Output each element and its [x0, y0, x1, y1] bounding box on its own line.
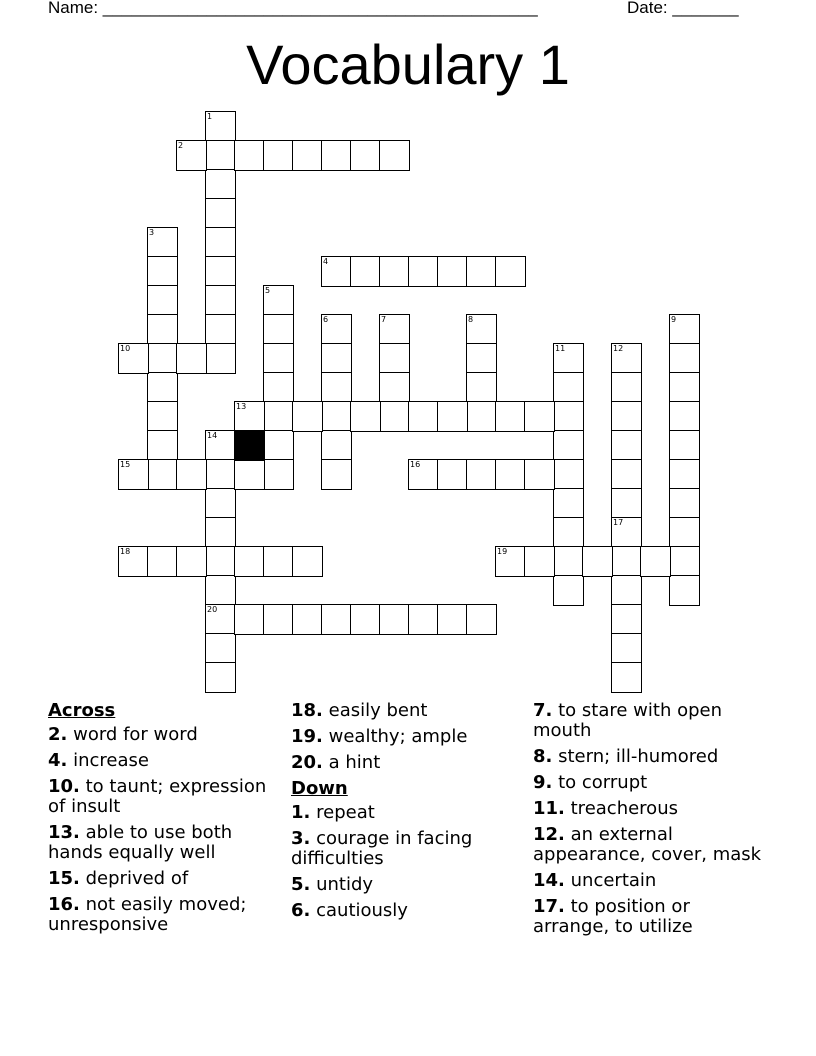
grid-cell[interactable]	[263, 285, 294, 316]
grid-cell[interactable]	[553, 430, 584, 461]
across-heading: Across	[48, 700, 116, 721]
grid-cell[interactable]	[466, 372, 497, 403]
grid-cell[interactable]	[611, 633, 642, 664]
grid-cell[interactable]	[292, 604, 323, 635]
clue-number: 15	[120, 460, 131, 469]
grid-cell[interactable]	[524, 459, 555, 490]
grid-cell[interactable]	[205, 343, 236, 374]
grid-cell[interactable]	[669, 517, 700, 548]
clue-down-1: 1. repeat	[291, 802, 375, 823]
grid-cell[interactable]	[582, 546, 613, 577]
grid-cell[interactable]	[611, 459, 642, 490]
clue-number: 2	[178, 141, 184, 150]
grid-cell[interactable]	[205, 140, 236, 171]
grid-cell[interactable]	[379, 604, 410, 635]
grid-cell[interactable]	[205, 488, 236, 519]
grid-cell[interactable]	[205, 430, 236, 461]
clue-across-2: 2. word for word	[48, 724, 198, 745]
clue-down-11: 11. treacherous	[533, 798, 678, 819]
grid-cell[interactable]	[640, 546, 671, 577]
grid-cell[interactable]	[205, 633, 236, 664]
clue-number: 13	[236, 402, 247, 411]
clue-across-18: 18. easily bent	[291, 700, 428, 721]
grid-cell[interactable]	[437, 401, 468, 432]
clue-down-14: 14. uncertain	[533, 870, 657, 891]
clue-number: 5	[265, 286, 271, 295]
grid-cell[interactable]	[350, 140, 381, 171]
clue-number: 1	[207, 112, 213, 121]
grid-cell[interactable]	[205, 314, 236, 345]
grid-cell[interactable]	[147, 546, 178, 577]
grid-cell[interactable]	[205, 604, 236, 635]
clue-number: 11	[555, 344, 566, 353]
clue-down-17: 17. to position or arrange, to utilize	[533, 896, 693, 937]
grid-cell[interactable]	[147, 372, 178, 403]
grid-cell[interactable]	[553, 372, 584, 403]
grid-cell[interactable]	[437, 459, 468, 490]
grid-cell[interactable]	[553, 459, 584, 490]
grid-cell[interactable]	[495, 401, 526, 432]
grid-cell[interactable]	[379, 401, 410, 432]
grid-cell[interactable]	[147, 256, 178, 287]
clue-across-13: 13. able to use both hands equally well	[48, 822, 233, 863]
black-square	[234, 430, 265, 461]
grid-cell[interactable]	[669, 314, 700, 345]
grid-cell[interactable]	[466, 343, 497, 374]
grid-cell[interactable]	[408, 256, 439, 287]
grid-cell[interactable]	[611, 401, 642, 432]
grid-cell[interactable]	[321, 343, 352, 374]
grid-cell[interactable]	[524, 401, 555, 432]
grid-cell[interactable]	[118, 459, 149, 490]
grid-cell[interactable]	[466, 401, 497, 432]
grid-cell[interactable]	[466, 314, 497, 345]
grid-cell[interactable]	[263, 459, 294, 490]
grid-cell[interactable]	[611, 517, 642, 548]
clue-number: 20	[207, 605, 218, 614]
grid-cell[interactable]	[147, 401, 178, 432]
grid-cell[interactable]	[234, 140, 265, 171]
name-field-label: Name: ______________________________________________	[48, 0, 538, 17]
date-field-label: Date: _______	[627, 0, 739, 17]
clue-down-6: 6. cautiously	[291, 900, 408, 921]
grid-cell[interactable]	[553, 546, 584, 577]
grid-cell[interactable]	[205, 517, 236, 548]
grid-cell[interactable]	[321, 372, 352, 403]
grid-cell[interactable]	[263, 430, 294, 461]
down-heading: Down	[291, 778, 348, 799]
grid-cell[interactable]	[553, 401, 584, 432]
grid-cell[interactable]	[263, 140, 294, 171]
clue-number: 10	[120, 344, 131, 353]
grid-cell[interactable]	[669, 459, 700, 490]
grid-cell[interactable]	[321, 459, 352, 490]
clue-across-20: 20. a hint	[291, 752, 381, 773]
grid-cell[interactable]	[205, 198, 236, 229]
grid-cell[interactable]	[408, 604, 439, 635]
grid-cell[interactable]	[234, 459, 265, 490]
grid-cell[interactable]	[466, 459, 497, 490]
grid-cell[interactable]	[466, 256, 497, 287]
grid-cell[interactable]	[350, 604, 381, 635]
grid-cell[interactable]	[147, 430, 178, 461]
clue-across-15: 15. deprived of	[48, 868, 189, 889]
grid-cell[interactable]	[379, 343, 410, 374]
grid-cell[interactable]	[495, 256, 526, 287]
grid-cell[interactable]	[234, 604, 265, 635]
clue-column-1	[48, 701, 284, 941]
clue-down-3: 3. courage in facing difficulties	[291, 828, 473, 869]
grid-cell[interactable]	[437, 256, 468, 287]
grid-cell[interactable]	[205, 575, 236, 606]
grid-cell[interactable]	[350, 401, 381, 432]
grid-cell[interactable]	[321, 604, 352, 635]
grid-cell[interactable]	[611, 343, 642, 374]
grid-cell[interactable]	[263, 314, 294, 345]
clue-number: 9	[671, 315, 677, 324]
grid-cell[interactable]	[321, 430, 352, 461]
grid-cell[interactable]	[205, 111, 236, 142]
grid-cell[interactable]	[669, 430, 700, 461]
clue-down-8: 8. stern; ill-humored	[533, 746, 719, 767]
grid-cell[interactable]	[611, 546, 642, 577]
grid-cell[interactable]	[176, 343, 207, 374]
grid-cell[interactable]	[495, 459, 526, 490]
grid-cell[interactable]	[669, 372, 700, 403]
grid-cell[interactable]	[669, 401, 700, 432]
grid-cell[interactable]	[611, 604, 642, 635]
clue-number: 17	[613, 518, 624, 527]
grid-cell[interactable]	[205, 285, 236, 316]
grid-cell[interactable]	[205, 256, 236, 287]
grid-cell[interactable]	[553, 575, 584, 606]
grid-cell[interactable]	[292, 401, 323, 432]
grid-cell[interactable]	[669, 546, 700, 577]
grid-cell[interactable]	[321, 401, 352, 432]
clue-across-10: 10. to taunt; expression of insult	[48, 776, 267, 817]
grid-cell[interactable]	[263, 546, 294, 577]
grid-cell[interactable]	[669, 343, 700, 374]
grid-cell[interactable]	[611, 575, 642, 606]
clue-down-12: 12. an external appearance, cover, mask	[533, 824, 762, 865]
grid-cell[interactable]	[263, 401, 294, 432]
grid-cell[interactable]	[147, 343, 178, 374]
clue-down-5: 5. untidy	[291, 874, 374, 895]
grid-cell[interactable]	[379, 256, 410, 287]
grid-cell[interactable]	[234, 401, 265, 432]
clue-across-19: 19. wealthy; ample	[291, 726, 468, 747]
clue-number: 4	[323, 257, 329, 266]
grid-cell[interactable]	[669, 575, 700, 606]
grid-cell[interactable]	[495, 546, 526, 577]
clue-number: 16	[410, 460, 421, 469]
clue-number: 7	[381, 315, 387, 324]
grid-cell[interactable]	[292, 546, 323, 577]
grid-cell[interactable]	[205, 662, 236, 693]
grid-cell[interactable]	[147, 227, 178, 258]
grid-cell[interactable]	[437, 604, 468, 635]
clue-down-9: 9. to corrupt	[533, 772, 648, 793]
grid-cell[interactable]	[176, 140, 207, 171]
grid-cell[interactable]	[205, 227, 236, 258]
grid-cell[interactable]	[118, 343, 149, 374]
clue-number: 14	[207, 431, 218, 440]
grid-cell[interactable]	[321, 140, 352, 171]
grid-cell[interactable]	[205, 459, 236, 490]
clue-number: 18	[120, 547, 131, 556]
grid-cell[interactable]	[466, 604, 497, 635]
grid-cell[interactable]	[205, 546, 236, 577]
grid-cell[interactable]	[263, 604, 294, 635]
grid-cell[interactable]	[263, 343, 294, 374]
grid-cell[interactable]	[408, 459, 439, 490]
grid-cell[interactable]	[611, 372, 642, 403]
grid-cell[interactable]	[147, 459, 178, 490]
grid-cell[interactable]	[147, 285, 178, 316]
grid-cell[interactable]	[379, 140, 410, 171]
grid-cell[interactable]	[553, 488, 584, 519]
grid-cell[interactable]	[524, 546, 555, 577]
clue-down-7: 7. to stare with open mouth	[533, 700, 722, 741]
clue-across-4: 4. increase	[48, 750, 149, 771]
grid-cell[interactable]	[292, 140, 323, 171]
grid-cell[interactable]	[669, 488, 700, 519]
page-title: Vocabulary 1	[246, 33, 570, 96]
grid-cell[interactable]	[611, 662, 642, 693]
clue-number: 12	[613, 344, 624, 353]
clue-number: 8	[468, 315, 474, 324]
grid-cell[interactable]	[321, 314, 352, 345]
clue-column-2	[291, 701, 527, 927]
grid-cell[interactable]	[176, 459, 207, 490]
grid-cell[interactable]	[118, 546, 149, 577]
clue-number: 6	[323, 315, 329, 324]
clue-number: 3	[149, 228, 155, 237]
grid-cell[interactable]	[408, 401, 439, 432]
grid-cell[interactable]	[176, 546, 207, 577]
grid-cell[interactable]	[611, 430, 642, 461]
grid-cell[interactable]	[234, 546, 265, 577]
grid-cell[interactable]	[263, 372, 294, 403]
grid-cell[interactable]	[321, 256, 352, 287]
grid-cell[interactable]	[379, 372, 410, 403]
grid-cell[interactable]	[350, 256, 381, 287]
clue-column-3	[533, 701, 769, 943]
clue-number: 19	[497, 547, 508, 556]
grid-cell[interactable]	[147, 314, 178, 345]
grid-cell[interactable]	[553, 343, 584, 374]
grid-cell[interactable]	[553, 517, 584, 548]
clue-across-16: 16. not easily moved; unresponsive	[48, 894, 247, 935]
grid-cell[interactable]	[611, 488, 642, 519]
grid-cell[interactable]	[379, 314, 410, 345]
grid-cell[interactable]	[205, 169, 236, 200]
